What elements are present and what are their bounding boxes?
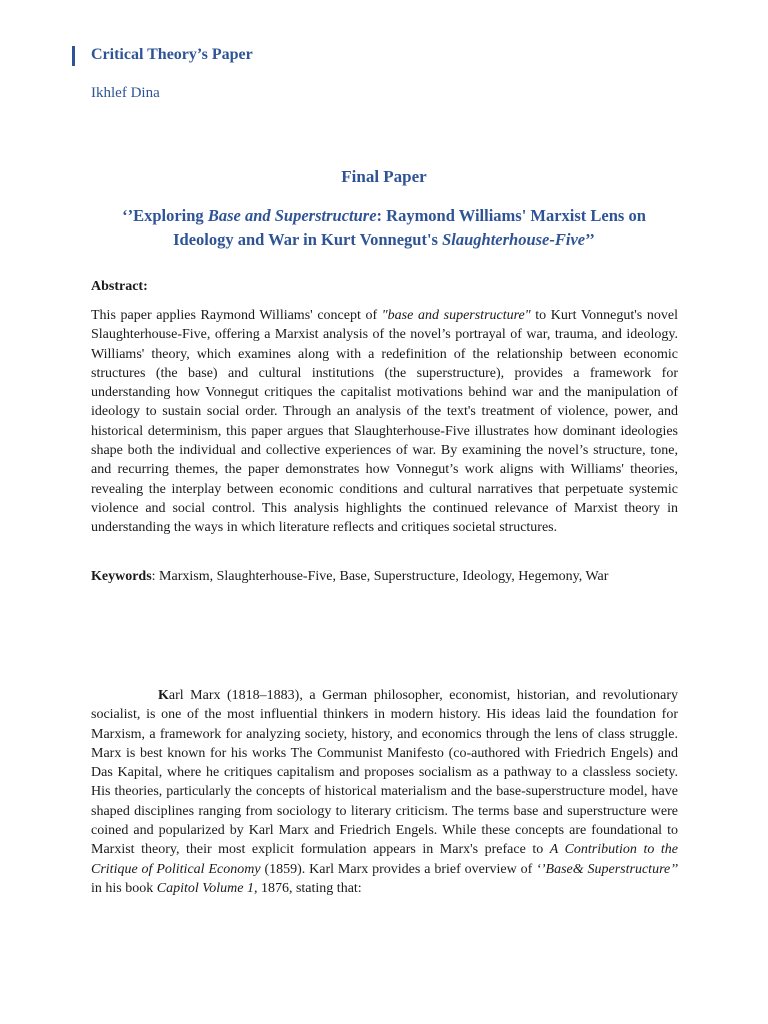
abstract-text-italic: "base and superstructure" (381, 308, 531, 323)
title-part-2: : Raymond Williams' Marxist Lens on Ideology and War in Kurt Vonnegut's (173, 206, 646, 249)
title-italic-2: Slaughterhouse-Five (442, 230, 586, 249)
body-italic-2: ‘’Base& Superstructure’’ (536, 861, 678, 877)
title-part-3: ’’ (585, 230, 595, 249)
header-accent-bar (72, 46, 75, 66)
body-paragraph (91, 686, 678, 898)
abstract-text-rest: to Kurt Vonnegut's novel Slaughterhouse-Five, offering a Marxist analysis of the novel’s portrayal of war, trauma, and ideology. Williams' theory, which examines along with a redefinition of the relationship between economic structures (the base) and cultural institutions (the superstructure), provides a framework for understanding how Vonnegut critiques the capitalist motivations behind war and the manipulation of ideology to sustain social order. Through an analysis of the text's treatment of violence, power, and historical determinism, this paper argues that Slaughterhouse-Five illustrates how dominant ideologies shape both the individual and collective experiences of war. By examining the novel’s structure, tone, and recurring themes, the paper demonstrates how Vonnegut’s work aligns with Williams' theories, revealing the interplay between economic conditions and cultural narratives that perpetuate systemic violence and social control. This analysis highlights the continued relevance of Marxist theory in understanding the ways in which literature reflects and critiques societal structures. (91, 308, 678, 536)
body-text-1: arl Marx (1818–1883), a German philosopher, economist, historian, and revolutionary socialist, is one of the most influential thinkers in modern history. His ideas laid the foundation for Marxism, a framework for analyzing society, history, and economics through the lens of class struggle. Marx is best known for his works The Communist Manifesto (co-authored with Friedrich Engels) and Das Kapital, where he critiques capitalism and proposes socialism as a pathway to a classless society. His theories, particularly the concepts of historical materialism and the base-superstructure model, have shaped disciplines ranging from sociology to literary criticism. The terms base and superstructure were coined and popularized by Karl Marx and Friedrich Engels. While these concepts are foundational to Marxist theory, their most explicit formulation appears in Marx's preface to (91, 688, 678, 858)
body-italic-1: A Contribution to the Critique of Political Economy (91, 842, 678, 877)
abstract-label: Abstract: (91, 279, 148, 294)
keywords-line (91, 569, 608, 585)
first-letter: K (158, 688, 169, 703)
title-part-1: ‘’Exploring (122, 206, 208, 225)
body-text-3: in his book (91, 880, 157, 896)
abstract-text (91, 306, 678, 538)
author-name: Ikhlef Dina (91, 85, 160, 101)
body-italic-3: Capitol Volume 1 (156, 880, 254, 896)
body-text-4: , 1876, stating that: (253, 880, 362, 896)
keywords-label: Keywords (91, 569, 152, 584)
keywords-text: : Marxism, Slaughterhouse-Five, Base, Superstructure, Ideology, Hegemony, War (151, 569, 609, 584)
title-italic-1: Base and Superstructure (207, 206, 377, 225)
header-title: Critical Theory’s Paper (91, 46, 253, 63)
body-text-2: (1859). Karl Marx provides a brief overview of (260, 861, 537, 877)
abstract-text-start: This paper applies Raymond Williams' concept of (91, 308, 382, 323)
paper-title (90, 204, 678, 252)
section-heading: Final Paper (341, 167, 427, 186)
